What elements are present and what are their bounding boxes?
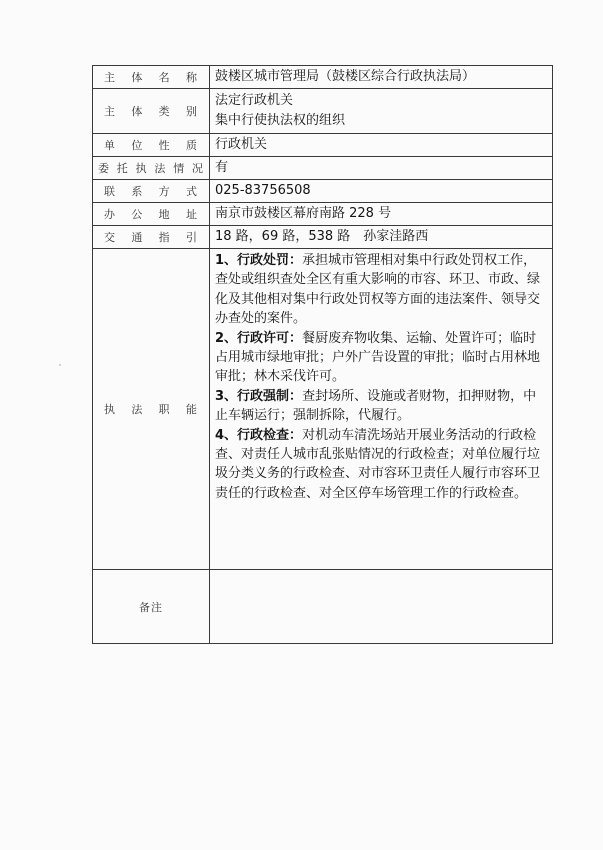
- remarks-value: [210, 570, 553, 644]
- entrusted-value: 有: [210, 157, 553, 180]
- duty-number: 2、: [215, 330, 238, 346]
- unit-nature-value: 行政机关: [210, 134, 553, 157]
- entity-name-value: 鼓楼区城市管理局（鼓楼区综合行政执法局）: [210, 66, 553, 89]
- duties-value: [210, 249, 553, 570]
- row-duties: [93, 249, 553, 570]
- scan-speck: [59, 364, 61, 366]
- entrusted-label: 委托执法情况: [98, 162, 204, 175]
- duty-item: [215, 251, 547, 329]
- duty-text: 承担城市管理相对集中行政处罚权工作，查处或组织查处全区有重大影响的市容、环卫、市政、绿化及其他相对集中行政处罚权等方面的违法案件、领导交办查处的案件。: [215, 253, 541, 327]
- row-contact: [93, 180, 553, 203]
- row-entrusted: [93, 157, 553, 180]
- address-value: 南京市鼓楼区幕府南路 228 号: [210, 203, 553, 226]
- duty-title: 行政检查：: [237, 427, 303, 443]
- duty-item: [215, 329, 547, 387]
- duty-number: 1、: [215, 253, 238, 268]
- contact-value: 025-83756508: [210, 180, 553, 203]
- duty-title: 行政处罚：: [237, 253, 303, 268]
- entity-type-line-1: 法定行政机关: [215, 93, 294, 108]
- row-unit-nature: [93, 134, 553, 157]
- unit-nature-label: 单位性质: [104, 139, 198, 152]
- entity-type-line-2: 集中行使执法权的组织: [215, 113, 346, 128]
- duty-text: 对机动车清洗场站开展业务活动的行政检查、对责任人城市乱张贴情况的行政检查；对单位履行垃圾分类义务的行政检查、对市容环卫责任人履行市容环卫责任的行政检查、对全区停车场管理工作的行政检查。: [215, 427, 541, 501]
- duty-title: 行政强制：: [237, 388, 303, 404]
- transport-label: 交通指引: [104, 231, 198, 244]
- row-address: [93, 203, 553, 226]
- duty-number: 4、: [215, 427, 238, 443]
- duties-label: 执法职能: [104, 403, 198, 416]
- entity-info-table: [92, 65, 553, 644]
- contact-label: 联系方式: [104, 185, 198, 198]
- transport-value: 18 路，69 路，538 路 孙家洼路西: [210, 226, 553, 249]
- address-label: 办公地址: [104, 208, 198, 221]
- remarks-label: 备注: [139, 600, 163, 614]
- row-remarks: [93, 570, 553, 644]
- entity-type-value: [210, 89, 553, 134]
- row-entity-type: [93, 89, 553, 134]
- duty-item: [215, 426, 547, 504]
- duty-number: 3、: [215, 388, 238, 404]
- duty-text: 查封场所、设施或者财物，扣押财物，中止车辆运行；强制拆除，代履行。: [215, 388, 537, 424]
- duty-item: [215, 387, 547, 426]
- entity-name-label: 主体名称: [104, 71, 198, 84]
- entity-type-label: 主体类别: [104, 105, 198, 118]
- duty-text: 餐厨废弃物收集、运输、处置许可；临时占用城市绿地审批；户外广告设置的审批；临时占用林地审批；林木采伐许可。: [215, 330, 541, 385]
- row-transport: [93, 226, 553, 249]
- duty-title: 行政许可：: [237, 330, 303, 346]
- row-entity-name: [93, 66, 553, 89]
